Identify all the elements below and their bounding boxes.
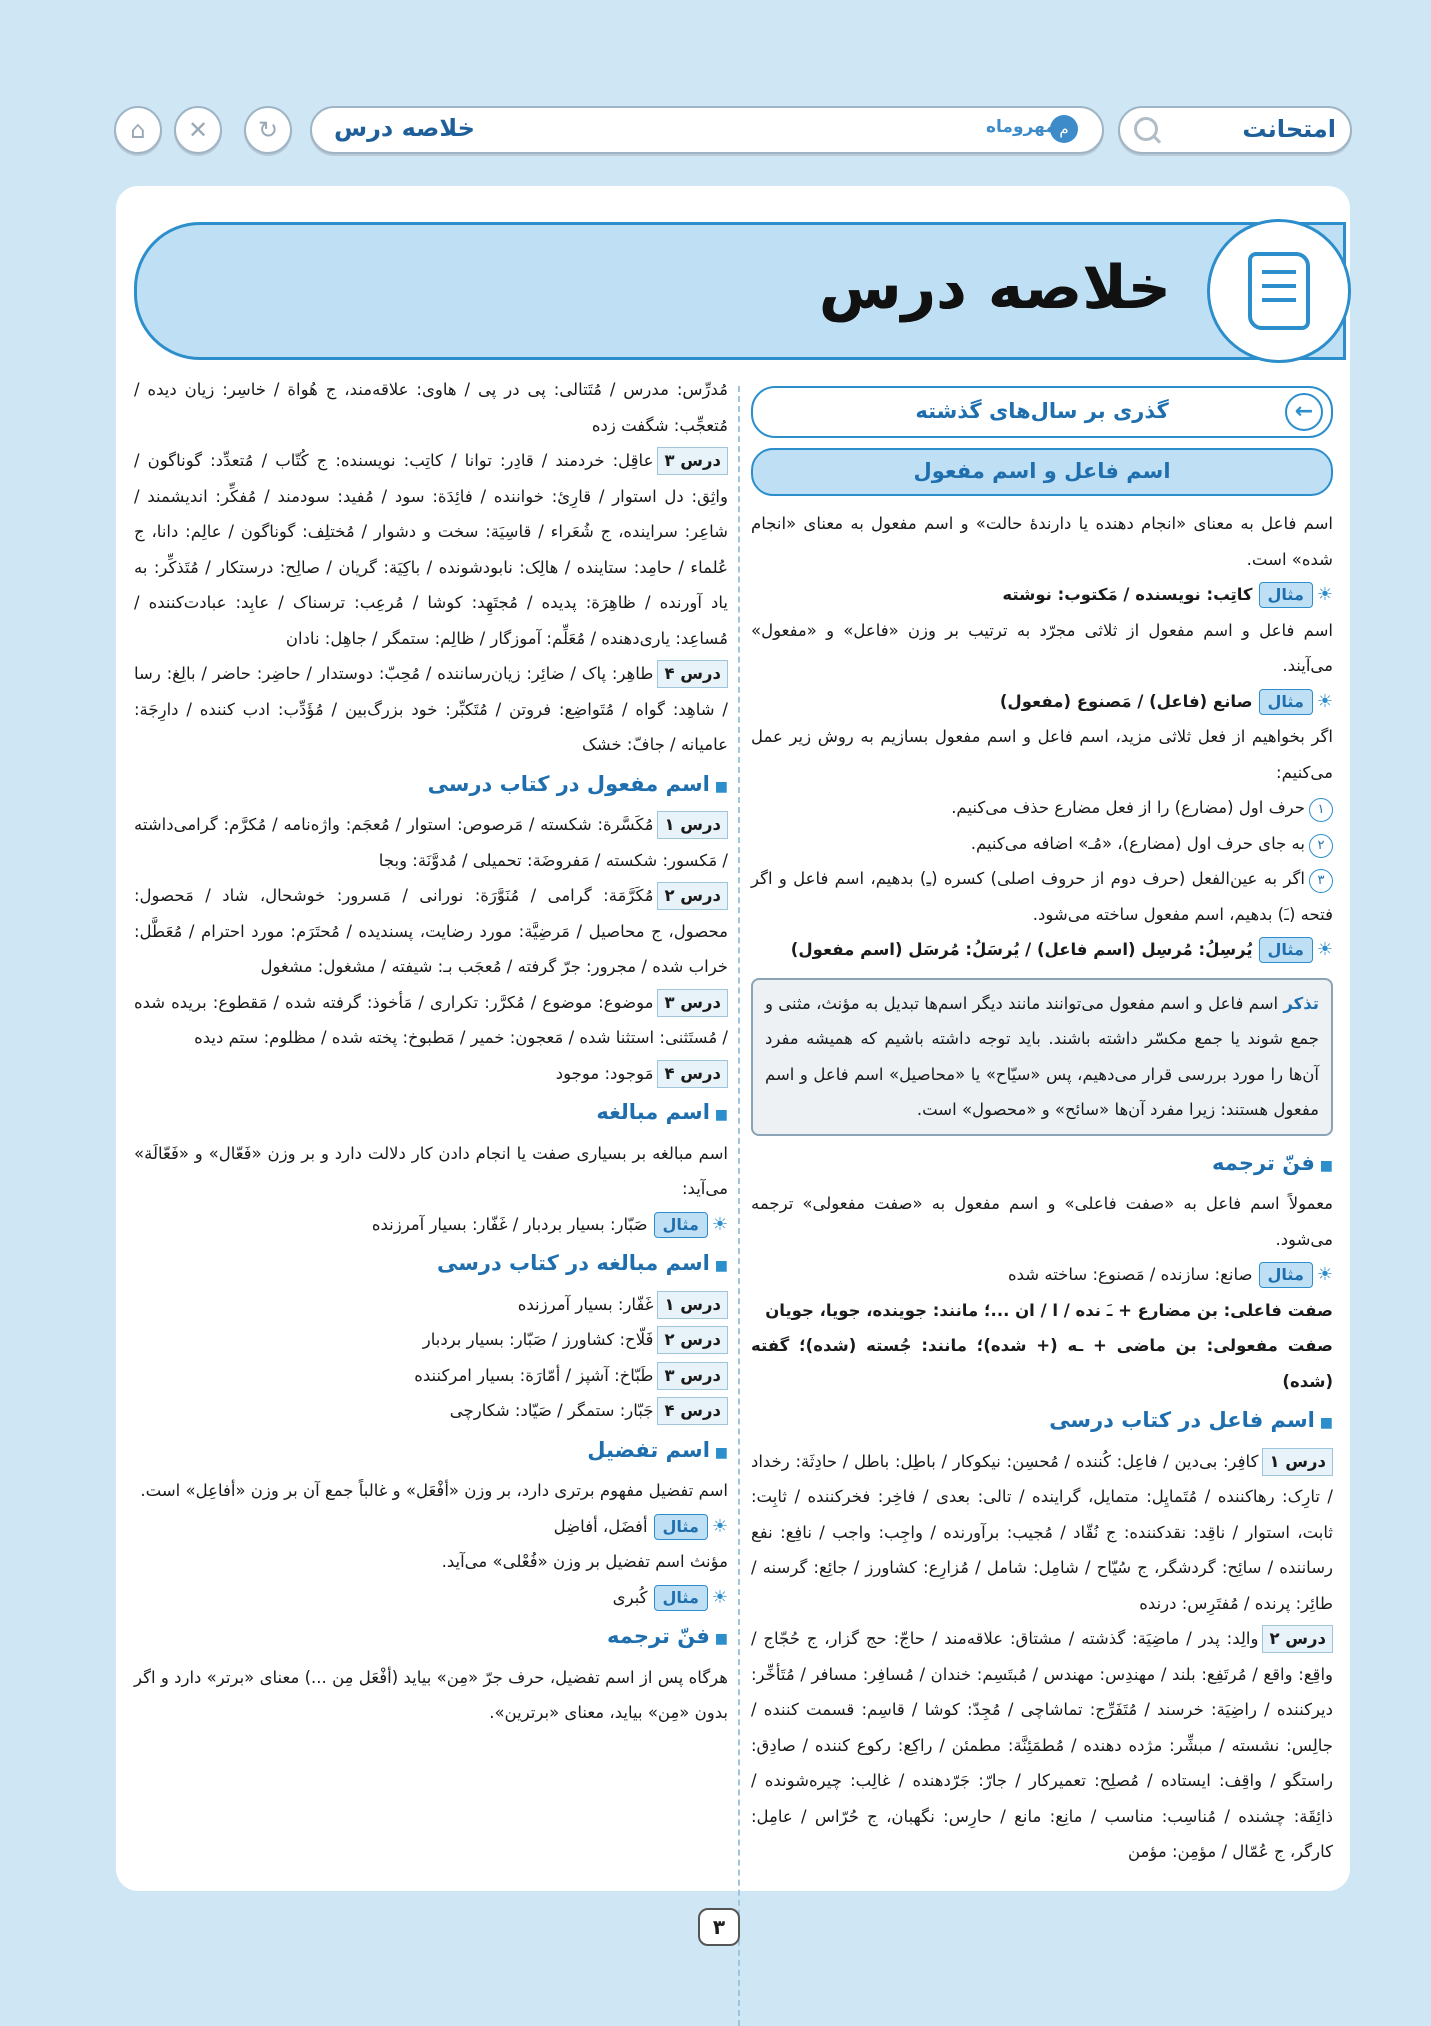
step-item: ۳اگر به عین‌الفعل (حرف دوم از حروف اصلی) کسره (ـِ) بدهیم، اسم فاعل و اگر فتحه (ـَ) بدهیم، اسم مفعول ساخته می‌شود.: [751, 869, 1333, 924]
lesson-block: درس ۳موضوع: موضوع / مُکرَّر: تکراری / مَأخوذ: گرفته شده / مَقطوع: بریده شده / مُستَثنی: استثنا شده / مَعجون: خمیر / مَطبوخ: پخته شده / مظلوم: ستم دیده: [134, 985, 728, 1056]
top-bar: [0, 100, 1431, 160]
lesson-block: درس ۱کافِر: بی‌دین / فاعِل: کُننده / مُحسِن: نیکوکار / باطِل: باطل / حادِثَة: رخداد / تارِک: رهاکننده / مُتَمایِل: متمایل، گراینده / تالی: بعدی / فاخِر: فخرکننده / ثابِت: ثابت، استوار / ناقِد: نقدکننده: ج نُقّاد / مُجیب: برآورنده / واجِب: واجب / نافِع: نفع رساننده / سائِح: گردشگر، ج سُیّاح / شامِل: شامل / مُزارِع: کشاورز / جائِع: گرسنه / طائِر: پرنده / مُفتَرِس: درنده: [751, 1444, 1333, 1622]
example-text: کُبری: [612, 1587, 648, 1607]
summary-banner: [134, 222, 1346, 360]
rule-text: مؤنث اسم تفضیل بر وزن «فُعْلی» می‌آید.: [441, 1552, 728, 1571]
lesson-badge: درس ۱: [1262, 1448, 1333, 1476]
bulb-icon: ☀: [1316, 939, 1333, 960]
exam-search-bar[interactable]: [1118, 106, 1352, 154]
right-column: [751, 372, 1333, 1870]
rule-text: اسم فاعل و اسم مفعول از ثلاثی مجرّد به ترتیب بر وزن «فاعل» و «مفعول» می‌آیند.: [751, 620, 1333, 675]
column-divider: [738, 386, 740, 2026]
lesson-badge: درس ۴: [657, 1060, 728, 1088]
section-heading: ■ اسم فاعل در کتاب درسی: [751, 1403, 1333, 1442]
step-item: ۱حرف اول (مضارع) را از فعل مضارع حذف می‌کنیم.: [751, 790, 1333, 826]
lesson-badge: درس ۳: [657, 447, 728, 475]
lesson-badge: درس ۲: [657, 882, 728, 910]
example-text: صانع: سازنده / مَصنوع: ساخته شده: [1007, 1265, 1253, 1284]
example-badge: مثال: [654, 1585, 708, 1611]
exam-label: امتحانت: [1242, 115, 1336, 143]
bulb-icon: ☀: [711, 1586, 728, 1608]
page-title: خلاصه درس: [818, 253, 1171, 323]
example-badge: مثال: [1259, 937, 1313, 963]
bulb-icon: ☀: [1316, 584, 1333, 605]
section-heading: ■ فنّ ترجمه: [751, 1146, 1333, 1185]
lesson-badge: درس ۴: [657, 660, 728, 688]
content-sheet: [116, 186, 1350, 1891]
note-text: اسم فاعل و اسم مفعول می‌توانند مانند دیگر اسم‌ها تبدیل به مؤنث، مثنی و جمع شوند یا جمع مکسّر داشته باشند. باید توجه داشته باشیم که همیشه مفرد آن‌ها را مورد بررسی قرار می‌دهیم، پس «سیّاح» یا «محاصیل» اسم فاعل و اسم مفعول هستند: زیرا مفرد آن‌ها «سائح» و «محصول» است.: [765, 993, 1319, 1119]
lesson-badge: درس ۳: [657, 1362, 728, 1390]
lesson-badge: درس ۱: [657, 811, 728, 839]
section-heading: ■ اسم مبالغه در کتاب درسی: [134, 1246, 728, 1285]
scroll-icon: [1207, 219, 1351, 363]
section-heading: ■ اسم مبالغه: [134, 1095, 728, 1134]
example-row: [134, 1509, 728, 1545]
home-icon[interactable]: ⌂: [114, 106, 162, 154]
example-row: [134, 1580, 728, 1616]
rule-text: صفت مفعولی: بن ماضی + ـه (+ شده)؛ مانند: جُسته (شده)؛ گفته (شده): [751, 1336, 1333, 1391]
example-row: [751, 577, 1333, 613]
lesson-badge: درس ۲: [657, 1326, 728, 1354]
lesson-block: درس ۲فَلّاح: کشاورز / صَبّار: بسیار بردبار: [134, 1322, 728, 1358]
lesson-badge: درس ۴: [657, 1397, 728, 1425]
step-item: ۲به جای حرف اول (مضارع)، «مُـ» اضافه می‌کنیم.: [751, 826, 1333, 862]
example-row: [751, 684, 1333, 720]
example-badge: مثال: [1259, 689, 1313, 715]
lesson-block: درس ۲والِد: پدر / ماضِیَة: گذشته / مشتاق: علاقه‌مند / حاجّ: حج گزار، ج حُجّاج / واقِع: واقع / مُرتَفِع: بلند / مهندِس: مهندس / مُبتَسِم: خندان / مُسافِر: مسافر / مُتَأخِّر: دیرکننده / راضِیَة: خرسند / مُتَفَرِّج: تماشاچی / مُجِدّ: کوشا / قاسِم: قسمت کننده / جالِس: نشسته / مبشِّر: مژده دهنده / مُطمَئِنَّة: مطمئن / راکِع: رکوع کننده / صادِق: راستگو / واقِف: ایستاده / مُصلِح: تعمیرکار / جارّ: جَرّدهنده / غالِب: چیره‌شونده / ذائِقَة: چشنده / مُناسِب: مناسب / مانِع: مانع / حارِس: نگهبان، ج حُرّاس / عامِل: کارگر، ج عُمّال / مؤمِن: مؤمن: [751, 1621, 1333, 1870]
example-badge: مثال: [1259, 1262, 1313, 1288]
example-badge: مثال: [1259, 582, 1313, 608]
page-number: ۳: [698, 1908, 740, 1946]
past-years-label: گذری بر سال‌های گذشته: [915, 399, 1169, 424]
lesson-block: درس ۳طَبّاخ: آشپز / أمّارَة: بسیار امرکننده: [134, 1358, 728, 1394]
lesson-block: درس ۳عاقِل: خردمند / قادِر: توانا / کاتِب: نویسنده: ج کُتّاب / مُتعدِّد: گوناگون / واثِق: دل استوار / قارِئ: خواننده / فائِدَة: سود / مُفید: سودمند / مُفکِّر: اندیشمند / شاعِر: سراینده، ج شُعَراء / قاسِیَة: سخت و دشوار / مُختلِف: گوناگون / عالِم: دانا، ج عُلماء / حامِد: ستاینده / هالِک: نابودشونده / باکِیَة: گریان / صالِح: درستکار / مُتَذکِّر: به یاد آورنده / ظاهِرَة: پدیده / مُجتَهِد: کوشا / مُرعِب: ترسناک / عابِد: عبادت‌کننده / مُساعِد: یاری‌دهنده / مُعَلِّم: آموزگار / ظالِم: ستمگر / جاهِل: نادان: [134, 443, 728, 656]
arrow-icon: ←: [1285, 393, 1323, 431]
example-text: أفضَل، أفاضِل: [553, 1516, 648, 1536]
example-badge: مثال: [654, 1212, 708, 1238]
rule-text: اگر بخواهیم از فعل ثلاثی مزید، اسم فاعل و اسم مفعول بسازیم به روش زیر عمل می‌کنیم:: [751, 727, 1333, 782]
intro-text: اسم مبالغه بر بسیاری صفت یا انجام دادن کار دلالت دارد و بر وزن «فَعّال» و «فَعّالَة» می‌آید:: [134, 1143, 728, 1198]
vocab-text: مُدرِّس: مدرس / مُتَتالی: پی در پی / هاوی: علاقه‌مند، ج هُواة / خاسِر: زیان دیده / مُتعجِّب: شگفت زده: [134, 380, 728, 435]
title-bar: [310, 106, 1104, 154]
rule-text: صفت فاعلی: بن مضارع + ـَ نده / ا / ان ...؛ مانند: جوینده، جویا، جویان: [765, 1300, 1333, 1320]
note-tag: تذکر: [1283, 993, 1319, 1013]
lesson-badge: درس ۳: [657, 989, 728, 1017]
note-box: [751, 978, 1333, 1136]
intro-text: اسم تفضیل مفهوم برتری دارد، بر وزن «أفْعَل» و غالباً جمع آن بر وزن «أفاعِل» است.: [140, 1481, 728, 1500]
logo-icon: م: [1050, 115, 1078, 143]
lesson-badge: درس ۱: [657, 1291, 728, 1319]
example-row: [751, 1257, 1333, 1293]
section-heading: ■ اسم تفضیل: [134, 1433, 728, 1472]
past-years-link[interactable]: [751, 386, 1333, 438]
example-text: یُرسِلُ: مُرسِل (اسم فاعل) / یُرسَلُ: مُرسَل (اسم مفعول): [790, 940, 1253, 959]
lesson-block: درس ۴جَبّار: ستمگر / صَیّاد: شکارچی: [134, 1393, 728, 1429]
intro-text: اسم فاعل به معنای «انجام دهنده یا دارندهٔ حالت» و اسم مفعول به معنای «انجام شده» است.: [751, 514, 1333, 569]
example-text: کاتِب: نویسنده / مَکتوب: نوشته: [1002, 585, 1253, 604]
section-heading: ■ اسم مفعول در کتاب درسی: [134, 767, 728, 806]
example-row: [134, 1207, 728, 1243]
breadcrumb-title: خلاصه درس: [334, 114, 475, 142]
search-icon[interactable]: [1134, 117, 1158, 141]
example-text: صانع (فاعل) / مَصنوع (مفعول): [999, 691, 1253, 711]
translate-text: معمولاً اسم فاعل به «صفت فاعلی» و اسم مفعول به «صفت مفعولی» ترجمه می‌شود.: [751, 1194, 1333, 1249]
lesson-block: درس ۲مُکَرَّمَة: گرامی / مُنَوَّرَة: نورانی / مَسرور: خوشحال، شاد / مَحصول: محصول، ج محاصیل / مَرضِیَّة: مورد رضایت، پسندیده / مُحتَرَم: مورد احترام / مُعَطَّل: خراب شده / مجرور: جرّ گرفته / مُعجَب بـ: شیفته / مشغول: مشغول: [134, 878, 728, 985]
section-heading: ■ فنّ ترجمه: [134, 1619, 728, 1658]
lesson-block: درس ۴طاهِر: پاک / ضائِر: زیان‌رساننده / مُحِبّ: دوستدار / حاضِر: حاضر / بالِغ: رسا / شاهِد: گواه / مُتَواضِع: فروتن / مُتَکبِّر: خود بزرگ‌بین / مُؤَدِّب: ادب کننده / دارِجَة: عامیانه / جافّ: خشک: [134, 656, 728, 763]
example-text: صَبّار: بسیار بردبار / غَفّار: بسیار آمرزنده: [371, 1214, 648, 1234]
lesson-badge: درس ۲: [1262, 1625, 1333, 1653]
example-badge: مثال: [654, 1514, 708, 1540]
lesson-block: درس ۱غَفّار: بسیار آمرزنده: [134, 1287, 728, 1323]
lesson-block: درس ۱مُکَسَّرة: شکسته / مَرصوص: استوار / مُعجَم: واژه‌نامه / مُکرَّم: گرامی‌داشته / مَکسور: شکسته / مَفروضَة: تحمیلی / مُدوَّنَة: وبجا: [134, 807, 728, 878]
bulb-icon: ☀: [711, 1515, 728, 1537]
close-icon[interactable]: ✕: [174, 106, 222, 154]
example-row: [751, 932, 1333, 968]
bulb-icon: ☀: [711, 1213, 728, 1235]
bulb-icon: ☀: [1316, 690, 1333, 712]
logo-text: مهروماه: [986, 117, 1056, 137]
section-title: اسم فاعل و اسم مفعول: [751, 448, 1333, 496]
translate-text: هرگاه پس از اسم تفضیل، حرف جرّ «مِن» بیاید (أفْعَل مِن ...) معنای «برتر» دارد و اگر بدون «مِن» بیاید، معنای «برترین».: [134, 1667, 728, 1722]
refresh-icon[interactable]: ↻: [244, 106, 292, 154]
lesson-block: درس ۴مَوجود: موجود: [134, 1056, 728, 1092]
bulb-icon: ☀: [1316, 1264, 1333, 1285]
left-column: [134, 372, 728, 1731]
